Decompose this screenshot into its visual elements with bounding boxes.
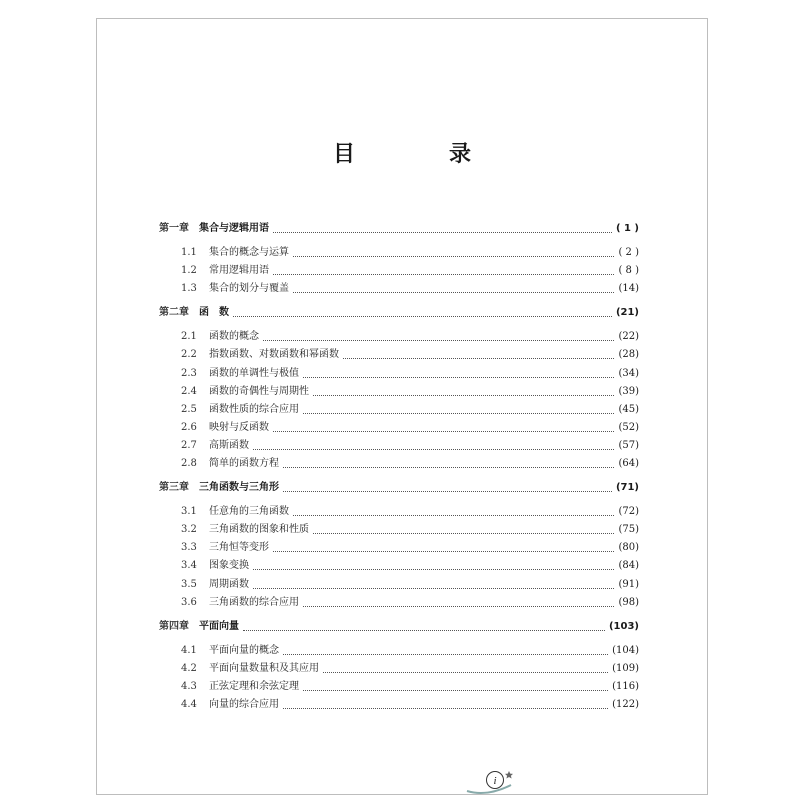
toc-entry-title: 函 数 (199, 307, 229, 319)
toc-entry-number: 1.1 (181, 247, 197, 258)
dot-leader (273, 273, 614, 275)
toc-entry-title: 三角函数的图象和性质 (209, 524, 309, 536)
dot-leader (303, 605, 614, 607)
toc-entry-number: 4.4 (181, 699, 197, 710)
toc-entry-number: 3.5 (181, 578, 197, 590)
toc-page-number: (28) (618, 349, 639, 361)
toc-entry-title: 常用逻辑用语 (209, 265, 269, 277)
toc-section-row (181, 346, 639, 364)
toc-entry-number: 第二章 (159, 307, 189, 319)
dot-leader (253, 568, 614, 570)
dot-leader (283, 490, 612, 492)
toc-page-number: (80) (618, 542, 639, 554)
toc-entry-title: 向量的综合应用 (209, 699, 279, 710)
toc-section-row (181, 521, 639, 539)
dot-leader (313, 394, 614, 396)
toc-page-number: (72) (618, 506, 639, 518)
toc-page-number: (34) (618, 367, 639, 379)
toc-section-row (181, 678, 639, 696)
toc-page-number: ( 1 ) (615, 223, 639, 234)
toc-entry-number: 第四章 (159, 620, 189, 632)
toc-section-row (181, 503, 639, 521)
dot-leader (293, 255, 614, 257)
toc-page-number: (122) (612, 699, 639, 710)
page-title: 目 录 (332, 142, 507, 167)
toc-entry-title: 周期函数 (209, 578, 249, 590)
toc-entry-title: 集合的划分与覆盖 (209, 283, 289, 295)
dot-leader (243, 629, 605, 631)
toc-entry-number: 3.1 (181, 506, 197, 518)
toc-section-row (181, 642, 639, 660)
toc-page-number: (45) (618, 403, 639, 415)
toc-entry-number: 3.2 (181, 524, 197, 536)
toc-entry-title: 三角恒等变形 (209, 542, 269, 554)
toc-entry-title: 三角函数与三角形 (199, 482, 279, 494)
dot-leader (253, 587, 614, 589)
toc-section-row (181, 660, 639, 678)
toc-section-row (181, 696, 639, 714)
toc-entry-number: 2.3 (181, 367, 197, 379)
toc-entry-title: 平面向量数量积及其应用 (209, 662, 319, 674)
toc-entry-title: 平面向量的概念 (209, 644, 279, 656)
toc-entry-number: 4.2 (181, 662, 197, 674)
toc-page-number: (52) (618, 421, 639, 433)
toc-section-row (181, 383, 639, 401)
dot-leader (283, 707, 608, 709)
toc-chapter-row (159, 304, 639, 322)
toc-page-number: (109) (612, 662, 639, 674)
toc-section-row (181, 419, 639, 437)
toc-entry-number: 第三章 (159, 482, 189, 494)
toc-page-number: (98) (618, 596, 639, 608)
toc-entry-title: 映射与反函数 (209, 421, 269, 433)
toc-entry-number: 4.1 (181, 644, 197, 656)
dot-leader (263, 339, 614, 341)
dot-leader (273, 231, 612, 233)
toc-entry-title: 函数的单调性与极值 (209, 367, 299, 379)
toc-entry-number: 第一章 (159, 223, 189, 234)
toc-entry-number: 4.3 (181, 680, 197, 692)
dot-leader (233, 315, 612, 317)
toc-chapter-row (159, 220, 639, 238)
toc-entry-title: 图象变换 (209, 560, 249, 572)
toc-page-number: (75) (618, 524, 639, 536)
toc-page-number: (39) (618, 385, 639, 397)
toc-page-number: (14) (618, 283, 639, 295)
toc-entry-number: 1.2 (181, 265, 197, 277)
toc-chapter-row (159, 479, 639, 497)
toc-entry-title: 函数的概念 (209, 331, 259, 343)
toc-entry-title: 指数函数、对数函数和幂函数 (209, 349, 339, 361)
toc-section-row (181, 365, 639, 383)
toc-entry-number: 2.8 (181, 458, 197, 469)
toc-entry-number: 2.1 (181, 331, 197, 343)
dot-leader (343, 357, 614, 359)
toc-page-number: (22) (618, 331, 639, 343)
dot-leader (273, 430, 614, 432)
toc-page-number: (91) (618, 578, 639, 590)
toc-section-row (181, 262, 639, 280)
toc-page-number: (116) (612, 680, 639, 692)
dot-leader (313, 532, 614, 534)
toc-entry-title: 简单的函数方程 (209, 458, 279, 469)
toc-entry-title: 平面向量 (199, 620, 239, 632)
toc-entry-title: 函数性质的综合应用 (209, 403, 299, 415)
toc-entry-title: 正弦定理和余弦定理 (209, 680, 299, 692)
star-icon (505, 771, 513, 779)
dot-leader (273, 550, 614, 552)
dot-leader (303, 376, 614, 378)
page-number-ornament (465, 767, 525, 797)
toc-section-row (181, 455, 639, 473)
toc-page-number: (104) (612, 644, 639, 656)
document-page (96, 18, 708, 795)
toc-entry-number: 2.2 (181, 349, 197, 361)
toc-entry-number: 2.7 (181, 439, 197, 451)
toc-entry-title: 函数的奇偶性与周期性 (209, 385, 309, 397)
toc-section-row (181, 328, 639, 346)
toc-page-number: ( 8 ) (618, 265, 639, 277)
toc-entry-title: 高斯函数 (209, 439, 249, 451)
dot-leader (283, 466, 614, 468)
dot-leader (323, 671, 608, 673)
toc-entry-number: 1.3 (181, 283, 197, 295)
toc-entry-number: 2.6 (181, 421, 197, 433)
table-of-contents (97, 19, 707, 794)
toc-page-number: (84) (618, 560, 639, 572)
toc-page-number: (64) (618, 458, 639, 469)
page-marker: i (493, 775, 497, 787)
toc-entry-number: 2.4 (181, 385, 197, 397)
toc-section-row (181, 594, 639, 612)
toc-entry-title: 集合的概念与运算 (209, 247, 289, 258)
toc-entry-number: 3.4 (181, 560, 197, 572)
toc-section-row (181, 280, 639, 298)
dot-leader (293, 291, 614, 293)
toc-section-row (181, 401, 639, 419)
toc-page-number: (71) (615, 482, 639, 494)
toc-page-number: (103) (608, 620, 639, 632)
toc-section-row (181, 557, 639, 575)
toc-page-number: ( 2 ) (618, 247, 639, 258)
toc-entry-number: 3.6 (181, 596, 197, 608)
toc-section-row (181, 576, 639, 594)
toc-section-row (181, 437, 639, 455)
dot-leader (293, 514, 614, 516)
toc-entry-number: 3.3 (181, 542, 197, 554)
toc-page-number: (21) (615, 307, 639, 319)
toc-entry-title: 集合与逻辑用语 (199, 223, 269, 234)
toc-section-row (181, 539, 639, 557)
toc-section-row (181, 244, 639, 262)
dot-leader (283, 653, 608, 655)
toc-entry-number: 2.5 (181, 403, 197, 415)
toc-page-number: (57) (618, 439, 639, 451)
toc-chapter-row (159, 618, 639, 636)
toc-entry-title: 任意角的三角函数 (209, 506, 289, 518)
toc-entry-title: 三角函数的综合应用 (209, 596, 299, 608)
dot-leader (253, 448, 614, 450)
dot-leader (303, 412, 614, 414)
dot-leader (303, 689, 608, 691)
